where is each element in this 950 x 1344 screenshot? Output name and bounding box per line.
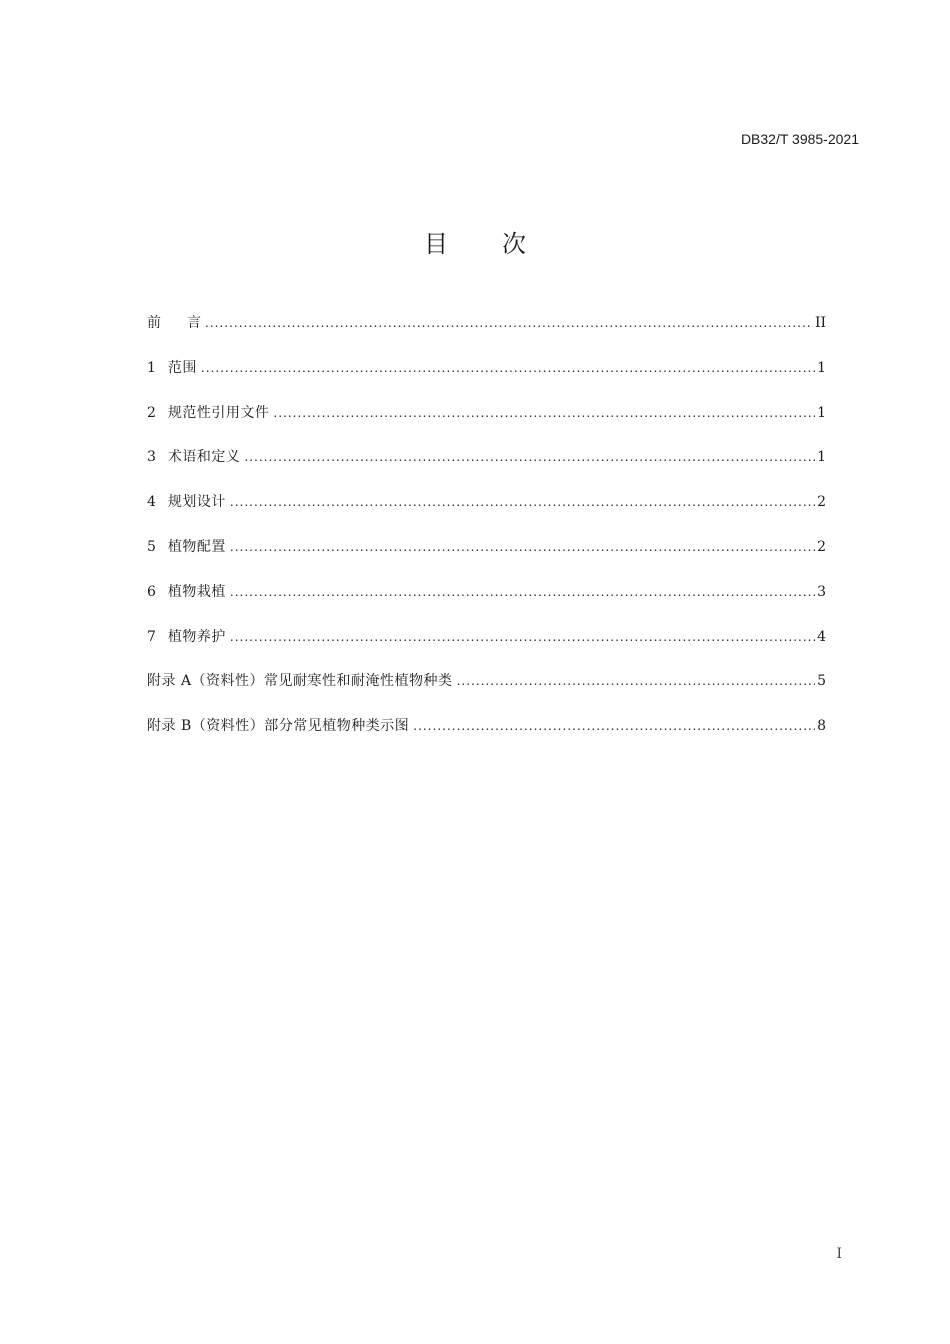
toc-entry-title: 范围 xyxy=(167,359,197,376)
toc-entry-page: 1 xyxy=(817,404,826,421)
toc-entry-title: 附录 B（资料性）部分常见植物种类示图 xyxy=(147,718,410,735)
toc-entry-appendix-b[interactable] xyxy=(147,713,826,758)
toc-entry-number: 1 xyxy=(147,359,156,376)
toc-leader-dots xyxy=(457,668,816,694)
toc-entry-plant-configuration[interactable] xyxy=(147,534,826,579)
toc-entry-page: 1 xyxy=(817,449,826,466)
toc-entry-page: II xyxy=(814,315,826,331)
toc-entry-scope[interactable] xyxy=(147,355,826,400)
toc-list xyxy=(147,310,826,758)
toc-entry-number: 4 xyxy=(147,494,156,511)
toc-leader-dots xyxy=(230,624,815,650)
toc-entry-title: 规范性引用文件 xyxy=(167,404,270,421)
toc-entry-number: 5 xyxy=(147,538,156,555)
toc-entry-page: 4 xyxy=(817,628,826,645)
toc-entry-page: 1 xyxy=(817,359,826,376)
toc-leader-dots xyxy=(413,713,815,739)
toc-entry-plant-planting[interactable] xyxy=(147,579,826,624)
toc-title-part2: 次 xyxy=(502,230,526,258)
toc-entry-plant-maintenance[interactable] xyxy=(147,624,826,669)
toc-title xyxy=(0,224,950,259)
toc-leader-dots xyxy=(230,534,815,560)
toc-entry-number: 3 xyxy=(147,449,156,466)
standard-code: DB32/T 3985-2021 xyxy=(740,131,859,147)
toc-title-part1: 目 xyxy=(424,230,448,258)
toc-leader-dots xyxy=(244,444,815,470)
toc-entry-terms-definitions[interactable] xyxy=(147,444,826,489)
toc-entry-title: 前 言 xyxy=(147,315,201,331)
toc-entry-appendix-a[interactable] xyxy=(147,668,826,713)
toc-entry-foreword[interactable] xyxy=(147,310,826,355)
toc-entry-title: 附录 A（资料性）常见耐寒性和耐淹性植物种类 xyxy=(147,673,453,690)
toc-entry-page: 2 xyxy=(817,494,826,511)
toc-leader-dots xyxy=(273,400,815,426)
toc-entry-page: 3 xyxy=(817,583,826,600)
toc-entry-title: 植物配置 xyxy=(167,538,226,555)
toc-leader-dots xyxy=(230,489,815,515)
toc-leader-dots xyxy=(205,310,813,336)
page-number: I xyxy=(836,1246,842,1262)
toc-entry-title: 植物养护 xyxy=(167,628,226,645)
toc-entry-planning-design[interactable] xyxy=(147,489,826,534)
toc-entry-title: 植物栽植 xyxy=(167,583,226,600)
toc-entry-title: 规划设计 xyxy=(167,494,226,511)
toc-entry-normative-references[interactable] xyxy=(147,400,826,445)
toc-entry-title: 术语和定义 xyxy=(167,449,241,466)
toc-entry-number: 7 xyxy=(147,628,156,645)
toc-leader-dots xyxy=(230,579,815,605)
toc-leader-dots xyxy=(201,355,815,381)
toc-entry-page: 8 xyxy=(817,718,826,735)
toc-entry-page: 5 xyxy=(817,673,826,690)
toc-entry-page: 2 xyxy=(817,538,826,555)
toc-entry-number: 6 xyxy=(147,583,156,600)
toc-entry-number: 2 xyxy=(147,404,156,421)
